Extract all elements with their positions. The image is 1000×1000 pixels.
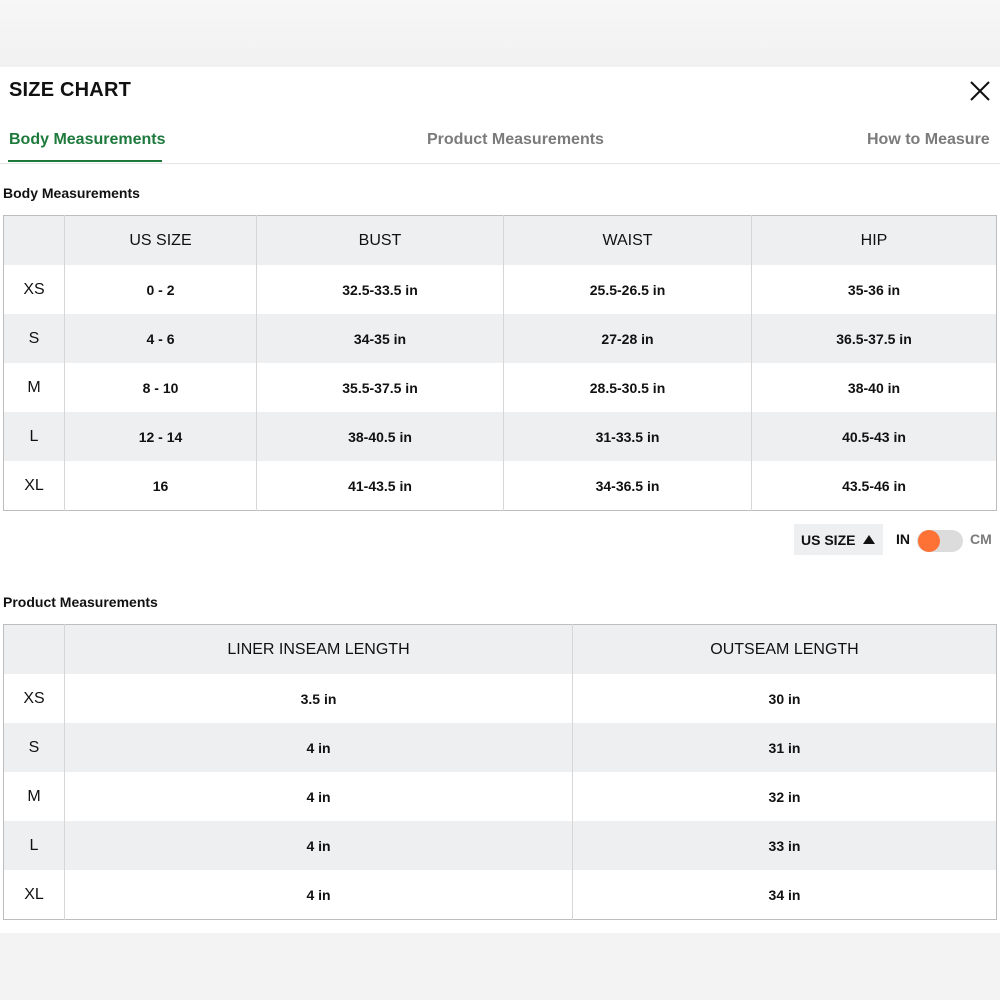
table-row	[4, 314, 997, 363]
table-header-cell: HIP	[752, 216, 997, 266]
table-header-cell: WAIST	[504, 216, 752, 266]
table-cell: 4 - 6	[65, 314, 257, 363]
size-label-cell: M	[27, 787, 41, 805]
table-cell: 4 in	[65, 870, 573, 920]
table-header-cell: BUST	[257, 216, 504, 266]
table-cell: 4 in	[65, 821, 573, 870]
table-cell: 40.5-43 in	[752, 412, 997, 461]
close-icon	[966, 77, 994, 105]
size-label-cell: S	[4, 314, 65, 363]
table-row	[4, 674, 997, 723]
table-header-cell: OUTSEAM LENGTH	[573, 625, 997, 675]
size-label-cell: S	[4, 723, 65, 772]
table-cell: 25.5-26.5 in	[504, 265, 752, 314]
table-cell: 43.5-46 in	[752, 461, 997, 511]
size-label-cell: XS	[23, 280, 45, 298]
product-measurements-table	[3, 624, 997, 920]
background-top	[0, 0, 1000, 67]
active-tab-indicator	[8, 160, 162, 162]
table-cell: 0 - 2	[65, 265, 257, 314]
table-cell: 4 in	[65, 772, 573, 821]
table-cell: 31 in	[573, 723, 997, 772]
units-controls	[0, 524, 1000, 558]
product-section-title: Product Measurements	[3, 594, 158, 610]
size-chart-modal	[0, 67, 1000, 933]
table-cell: 34-36.5 in	[504, 461, 752, 511]
table-cell: 34-35 in	[257, 314, 504, 363]
table-cell: 35-36 in	[752, 265, 997, 314]
body-section-title: Body Measurements	[3, 185, 140, 201]
size-label-cell: XL	[24, 885, 44, 903]
size-label-cell: XL	[24, 476, 44, 494]
close-button[interactable]	[966, 77, 994, 105]
table-row	[4, 772, 997, 821]
table-cell: 16	[65, 461, 257, 511]
us-size-button-label: US SIZE	[801, 532, 856, 548]
table-cell: 41-43.5 in	[257, 461, 504, 511]
body-measurements-table	[3, 215, 997, 511]
table-cell: 35.5-37.5 in	[257, 363, 504, 412]
size-label-cell: M	[27, 378, 41, 396]
table-cell: 38-40 in	[752, 363, 997, 412]
table-cell: 27-28 in	[504, 314, 752, 363]
table-row	[4, 821, 997, 870]
table-cell: 32.5-33.5 in	[257, 265, 504, 314]
modal-title: SIZE CHART	[9, 79, 131, 101]
us-size-sort-button[interactable]	[794, 524, 883, 555]
table-row	[4, 363, 997, 412]
table-row	[4, 870, 997, 920]
table-cell: 28.5-30.5 in	[504, 363, 752, 412]
triangle-up-icon	[863, 535, 875, 544]
unit-toggle[interactable]	[917, 530, 963, 552]
table-row	[4, 265, 997, 314]
table-row	[4, 723, 997, 772]
table-cell: 36.5-37.5 in	[752, 314, 997, 363]
size-label-cell: L	[4, 821, 65, 870]
tab-bar	[0, 125, 1000, 164]
size-label-cell: XS	[23, 689, 45, 707]
table-header-cell	[4, 625, 65, 675]
table-header-cell: LINER INSEAM LENGTH	[65, 625, 573, 675]
table-cell: 34 in	[573, 870, 997, 920]
size-label-cell: L	[4, 412, 65, 461]
background-bottom	[0, 933, 1000, 1000]
unit-in-label[interactable]: IN	[896, 531, 910, 547]
table-row	[4, 461, 997, 511]
table-cell: 30 in	[573, 674, 997, 723]
table-cell: 3.5 in	[65, 674, 573, 723]
tab-product-measurements[interactable]: Product Measurements	[427, 131, 604, 148]
unit-cm-label[interactable]: CM	[970, 531, 992, 547]
table-row	[4, 412, 997, 461]
table-cell: 33 in	[573, 821, 997, 870]
table-cell: 8 - 10	[65, 363, 257, 412]
table-cell: 12 - 14	[65, 412, 257, 461]
table-header-cell	[4, 216, 65, 266]
table-cell: 4 in	[65, 723, 573, 772]
table-header-cell: US SIZE	[65, 216, 257, 266]
toggle-knob	[918, 530, 940, 552]
tab-how-to-measure[interactable]: How to Measure	[867, 131, 990, 148]
table-cell: 31-33.5 in	[504, 412, 752, 461]
table-cell: 38-40.5 in	[257, 412, 504, 461]
tab-body-measurements[interactable]: Body Measurements	[9, 131, 166, 148]
table-cell: 32 in	[573, 772, 997, 821]
